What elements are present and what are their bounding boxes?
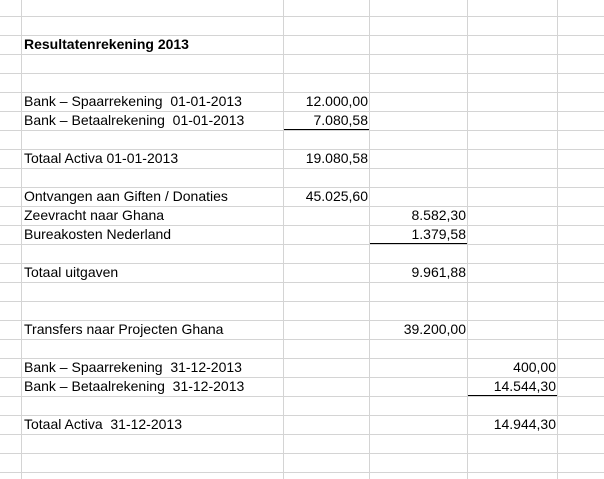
row-label[interactable]: Totaal Activa 01-01-2013 [24,150,179,166]
row-label[interactable]: Bank – Betaalrekening 31-12-2013 [24,378,245,394]
row-label[interactable]: Bank – Spaarrekening 01-01-2013 [24,93,242,109]
value-cell[interactable]: 14.544,30 [493,378,556,394]
row-label[interactable]: Totaal Activa 31-12-2013 [24,416,182,432]
grid-row-line [0,339,604,340]
value-cell[interactable]: 9.961,88 [411,264,466,280]
value-cell[interactable]: 7.080,58 [313,112,368,128]
value-cell[interactable]: 400,00 [513,359,556,375]
grid-row-line [0,244,604,245]
grid-row-line [0,453,604,454]
cell-bottom-border [284,129,369,130]
grid-col-line [557,0,558,479]
grid-col-line [283,0,284,479]
value-cell[interactable]: 8.582,30 [411,207,466,223]
value-cell[interactable]: 1.379,58 [411,226,466,242]
grid-row-line [0,472,604,473]
grid-row-line [0,130,604,131]
grid-col-line [21,0,22,479]
grid-row-line [0,54,604,55]
grid-row-line [0,282,604,283]
grid-row-line [0,301,604,302]
cell-bottom-border [370,243,467,244]
value-cell[interactable]: 14.944,30 [493,416,556,432]
grid-col-line [467,0,468,479]
row-label[interactable]: Zeevracht naar Ghana [24,207,165,223]
grid-row-line [0,168,604,169]
grid-row-line [0,434,604,435]
row-label[interactable]: Bank – Spaarrekening 31-12-2013 [24,359,242,375]
value-cell[interactable]: 19.080,58 [305,150,368,166]
row-label[interactable]: Bank – Betaalrekening 01-01-2013 [24,112,245,128]
cell-bottom-border [468,395,557,396]
row-label[interactable]: Bureakosten Nederland [24,226,172,242]
grid-row-line [0,396,604,397]
row-label[interactable]: Transfers naar Projecten Ghana [24,321,224,337]
value-cell[interactable]: 45.025,60 [305,188,368,204]
grid-row-line [0,16,604,17]
grid-row-line [0,73,604,74]
row-label[interactable]: Ontvangen aan Giften / Donaties [24,188,228,204]
value-cell[interactable]: 12.000,00 [305,93,368,109]
value-cell[interactable]: 39.200,00 [403,321,466,337]
sheet-title[interactable]: Resultatenrekening 2013 [24,36,189,52]
row-label[interactable]: Totaal uitgaven [24,264,119,280]
